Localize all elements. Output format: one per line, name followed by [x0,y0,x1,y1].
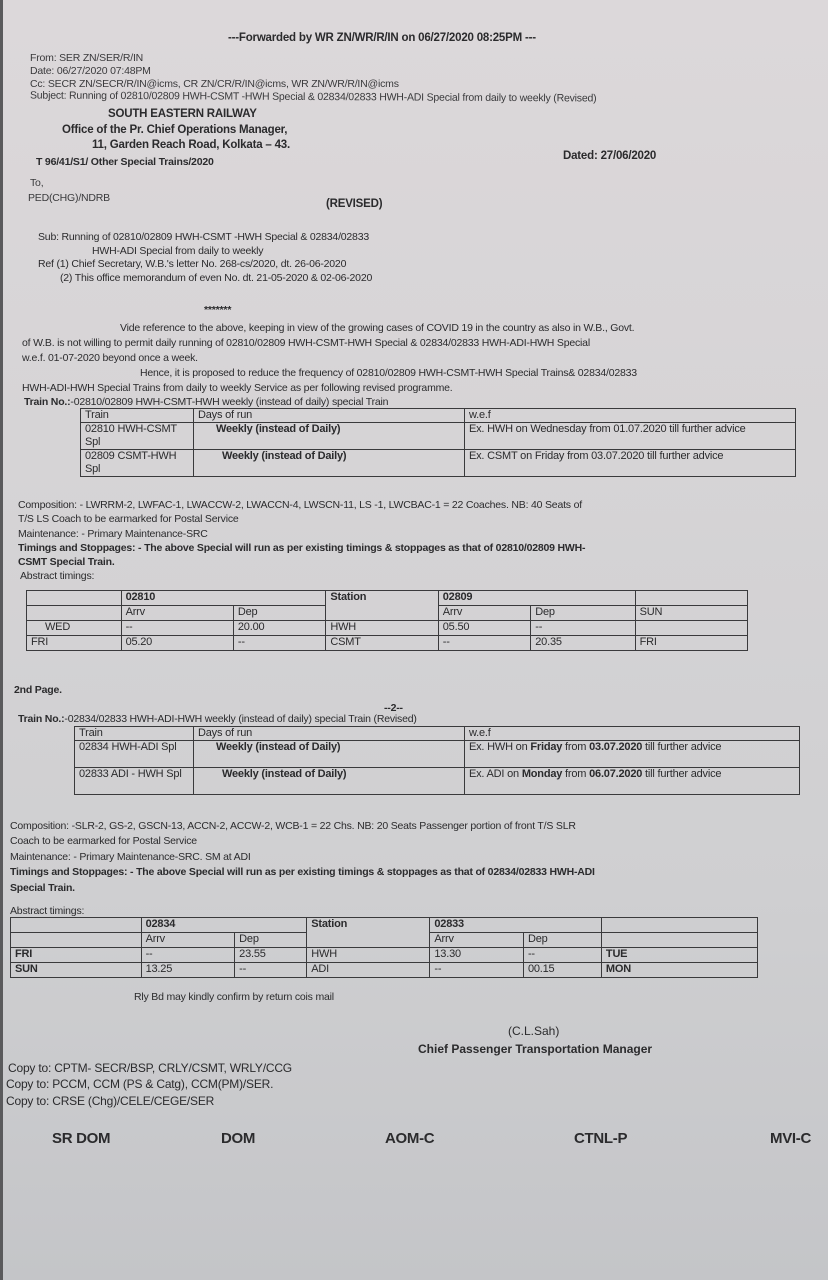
abstract-station: CSMT [326,636,438,651]
section1-title-label: Train No.: [24,396,71,408]
run-row [81,423,796,450]
abstract-row [27,621,748,636]
run-train: 02809 CSMT-HWH Spl [81,450,194,477]
section2-timings-2: Special Train. [10,882,75,894]
abstract-dep-b: Dep [531,606,635,621]
abstract-dep-a: Dep [235,933,307,948]
abstract-day-b: FRI [635,636,747,651]
abstract-arrv-b-val: -- [438,636,530,651]
section2-run-table [74,726,800,795]
abstract-day-a: WED [27,621,122,636]
section2-title [18,713,417,725]
letterhead-org: SOUTH EASTERN RAILWAY [108,108,257,120]
abstract-train-a: 02810 [121,591,326,606]
abstract-arrv-a-val: 05.20 [121,636,233,651]
para1-line1: Vide reference to the above, keeping in view of the growing cases of COVID 19 in the country as also in W.B., Govt. [120,322,635,334]
abstract-dep-a: Dep [233,606,325,621]
section1-abstract-label: Abstract timings: [20,570,95,582]
abstract-row [27,636,748,651]
run-wef: Ex. HWH on Friday from 03.07.2020 till further advice [465,741,800,768]
section1-composition-1: Composition: - LWRRM-2, LWFAC-1, LWACCW-2, LWACCN-4, LWSCN-11, LS -1, LWCBAC-1 = 22 Coaches. NB: 40 Seats of [18,499,582,511]
abstract-train-b: 02833 [430,918,602,933]
abstract-corner-day: SUN [635,606,747,621]
to-label: To, [30,177,44,189]
reference-number: T 96/41/S1/ Other Special Trains/2020 [36,156,214,168]
abstract-station: HWH [326,621,438,636]
abstract-arrv-a-val: -- [121,621,233,636]
abstract-arrv-b-val: 05.50 [438,621,530,636]
section2-composition-1: Composition: -SLR-2, GS-2, GSCN-13, ACCN-2, ACCW-2, WCB-1 = 22 Chs. NB: 20 Seats Passenger portion of front T/S SLR [10,820,576,832]
forwarded-line: ---Forwarded by WR ZN/WR/R/IN on 06/27/2020 08:25PM --- [228,32,536,44]
para1-line2: of W.B. is not willing to permit daily running of 02810/02809 HWH-CSMT-HWH Special & 02834/02833 HWH-ADI-HWH Special [22,337,590,349]
abstract-dep-a-val: 23.55 [235,948,307,963]
run-train: 02834 HWH-ADI Spl [75,741,194,768]
letterhead-address: 11, Garden Reach Road, Kolkata – 43. [92,139,290,151]
section1-timings-1: Timings and Stoppages: - The above Special will run as per existing timings & stoppages as that of 02810/02809 HWH- [18,542,586,554]
para2-line1: Hence, it is proposed to reduce the frequency of 02810/02809 HWH-CSMT-HWH Special Trains& 02834/02833 [140,367,637,379]
sub-line-1: Sub: Running of 02810/02809 HWH-CSMT -HWH Special & 02834/02833 [38,231,369,243]
run-days: Weekly (instead of Daily) [194,450,465,477]
abstract-arrv-b-val: 13.30 [430,948,524,963]
run-days: Weekly (instead of Daily) [194,423,465,450]
letterhead-office: Office of the Pr. Chief Operations Manager, [62,124,288,136]
abstract-day-a: SUN [11,963,142,978]
photo-edge [0,0,3,1280]
run-header-wef: w.e.f [465,409,796,423]
email-from: From: SER ZN/SER/R/IN [30,52,144,64]
distribution-dom: DOM [221,1130,256,1147]
abstract-dep-b-val: 00.15 [523,963,601,978]
run-header-train: Train [75,727,194,741]
abstract-day-b [635,621,747,636]
abstract-station-header: Station [307,918,430,948]
abstract-dep-a-val: 20.00 [233,621,325,636]
section2-composition-2: Coach to be earmarked for Postal Service [10,835,197,847]
section1-title [24,396,388,408]
section2-maintenance: Maintenance: - Primary Maintenance-SRC. SM at ADI [10,851,251,863]
abstract-arrv-b: Arrv [438,606,530,621]
abstract-station: ADI [307,963,430,978]
distribution-sr-dom: SR DOM [52,1130,111,1147]
distribution-mvi-c: MVI-C [770,1130,811,1147]
signatory-name: (C.L.Sah) [508,1024,560,1038]
abstract-train-a: 02834 [141,918,307,933]
sub-line-2: HWH-ADI Special from daily to weekly [92,245,264,257]
run-header-train: Train [81,409,194,423]
run-days: Weekly (instead of Daily) [194,741,465,768]
abstract-dep-a-val: -- [233,636,325,651]
abstract-day-b: MON [601,963,757,978]
abstract-dep-b-val: 20.35 [531,636,635,651]
abstract-arrv-a: Arrv [141,933,235,948]
section1-abstract-table [26,590,748,651]
run-wef: Ex. HWH on Wednesday from 01.07.2020 till further advice [465,423,796,450]
section1-run-table [80,408,796,477]
distribution-ctnl-p: CTNL-P [574,1130,628,1147]
abstract-arrv-a-val: -- [141,948,235,963]
run-wef: Ex. CSMT on Friday from 03.07.2020 till further advice [465,450,796,477]
page2-label: 2nd Page. [14,684,62,696]
abstract-dep-b-val: -- [531,621,635,636]
section1-timings-2: CSMT Special Train. [18,556,115,568]
copy-to-3: Copy to: CRSE (Chg)/CELE/CEGE/SER [6,1094,215,1108]
run-header-wef: w.e.f [465,727,800,741]
abstract-row [11,948,758,963]
ref-line-1: Ref (1) Chief Secretary, W.B.'s letter No. 268-cs/2020, dt. 26-06-2020 [38,258,347,270]
section1-composition-2: T/S LS Coach to be earmarked for Postal Service [18,513,239,525]
abstract-day-a: FRI [11,948,142,963]
para1-line3: w.e.f. 01-07-2020 beyond once a week. [22,352,198,364]
abstract-dep-b: Dep [523,933,601,948]
abstract-arrv-b: Arrv [430,933,524,948]
section2-title-label: Train No.: [18,713,65,725]
copy-to-2: Copy to: PCCM, CCM (PS & Catg), CCM(PM)/SER. [6,1077,274,1091]
abstract-arrv-a-val: 13.25 [141,963,235,978]
distribution-aom-c: AOM-C [385,1130,435,1147]
run-train: 02833 ADI - HWH Spl [75,768,194,795]
copy-to-1: Copy to: CPTM- SECR/BSP, CRLY/CSMT, WRLY/CCG [8,1061,292,1075]
to-recipient: PED(CHG)/NDRB [28,192,110,204]
abstract-dep-b-val: -- [523,948,601,963]
email-date: Date: 06/27/2020 07:48PM [30,65,151,77]
email-subject: Subject: Running of 02810/02809 HWH-CSMT -HWH Special & 02834/02833 HWH-ADI Special from daily to weekly (Revised) [29,89,597,105]
separator: ******* [204,304,232,316]
run-row [75,768,800,795]
run-header-days: Days of run [194,409,465,423]
run-wef: Ex. ADI on Monday from 06.07.2020 till further advice [465,768,800,795]
abstract-arrv-a: Arrv [121,606,233,621]
abstract-train-b: 02809 [438,591,635,606]
revised-label: (REVISED) [326,198,383,210]
run-row [75,741,800,768]
abstract-station-header: Station [326,591,438,621]
section2-abstract-label: Abstract timings: [10,905,85,917]
section1-maintenance: Maintenance: - Primary Maintenance-SRC [18,528,208,540]
section2-timings-1: Timings and Stoppages: - The above Special will run as per existing timings & stoppages as that of 02834/02833 HWH-ADI [10,866,595,878]
run-days: Weekly (instead of Daily) [194,768,465,795]
section1-title-text: -02810/02809 HWH-CSMT-HWH weekly (instead of daily) special Train [70,396,389,408]
run-header-days: Days of run [194,727,465,741]
section2-abstract-table [10,917,758,978]
run-row [81,450,796,477]
para2-line2: HWH-ADI-HWH Special Trains from daily to weekly Service as per following revised programme. [22,382,453,394]
email-cc: Cc: SECR ZN/SECR/R/IN@icms, CR ZN/CR/R/IN@icms, WR ZN/WR/R/IN@icms [30,78,399,90]
abstract-day-a: FRI [27,636,122,651]
signatory-designation: Chief Passenger Transportation Manager [418,1042,653,1056]
dated: Dated: 27/06/2020 [563,150,657,162]
abstract-arrv-b-val: -- [430,963,524,978]
abstract-station: HWH [307,948,430,963]
run-train: 02810 HWH-CSMT Spl [81,423,194,450]
abstract-day-b: TUE [601,948,757,963]
abstract-row [11,963,758,978]
page2-marker: --2-- [384,702,403,714]
ref-line-2: (2) This office memorandum of even No. dt. 21-05-2020 & 02-06-2020 [60,272,373,284]
confirm-note: Rly Bd may kindly confirm by return cois mail [134,991,334,1003]
abstract-dep-a-val: -- [235,963,307,978]
section2-title-text: -02834/02833 HWH-ADI-HWH weekly (instead of daily) special Train (Revised) [64,713,417,725]
